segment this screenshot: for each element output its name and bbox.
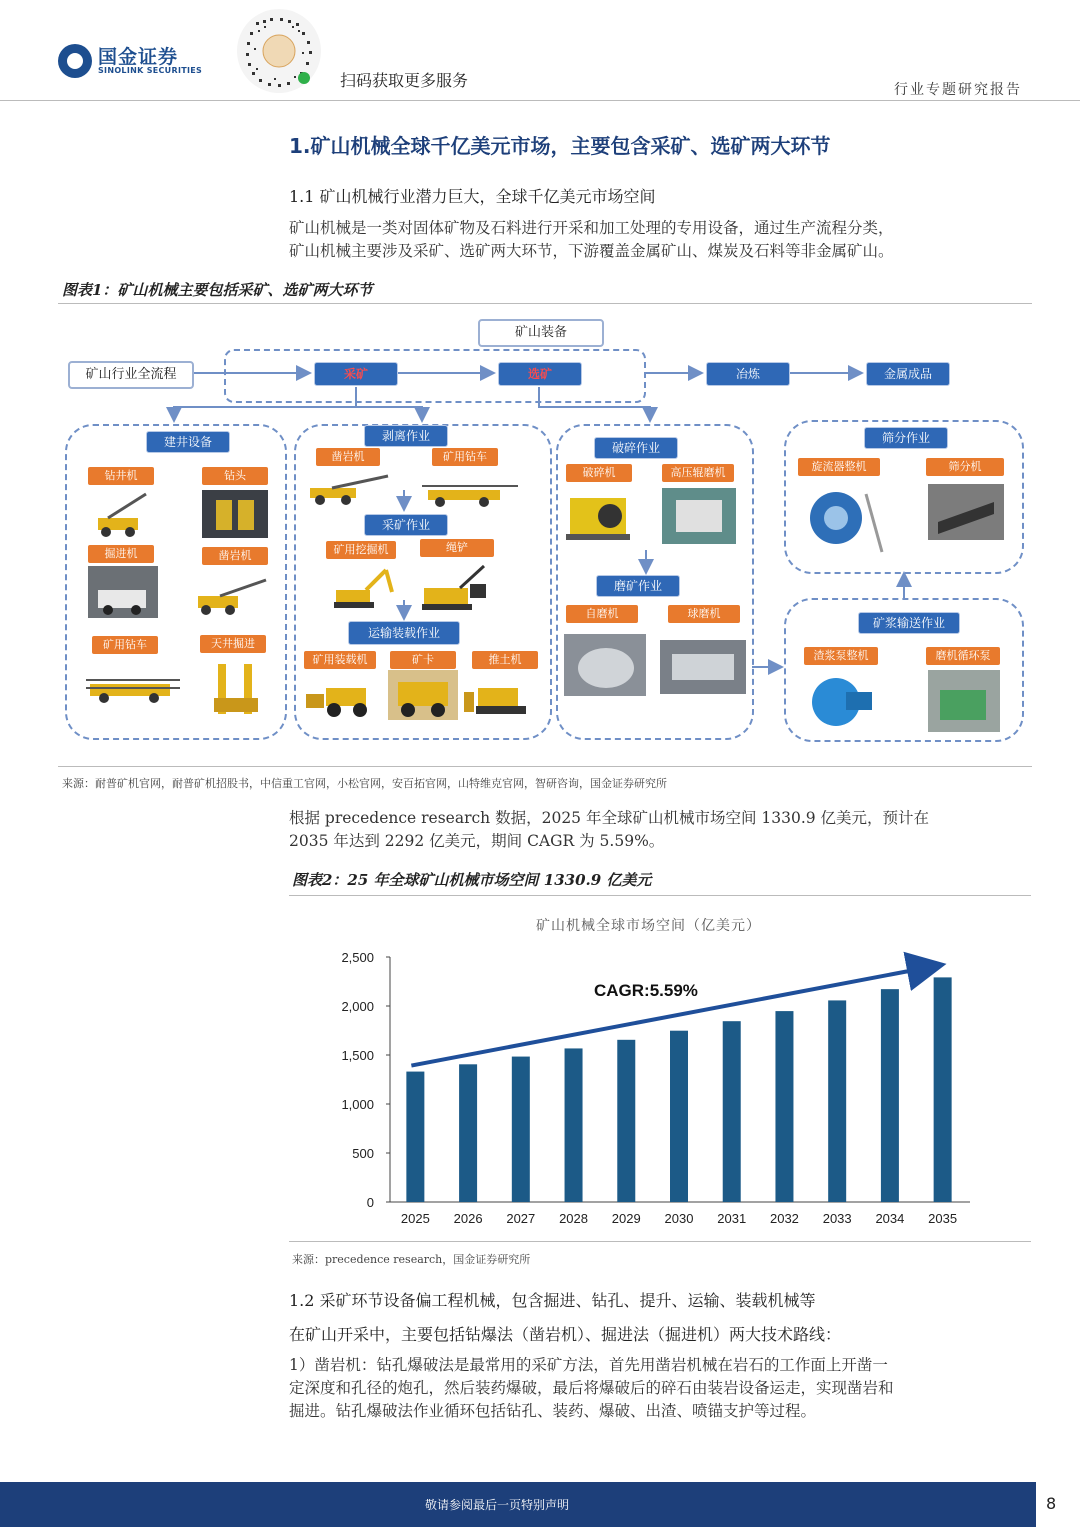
- item-label-mill-circulation-pump: 磨机循环泵: [926, 647, 1000, 665]
- bar-chart: [300, 940, 1020, 1240]
- chart-bar: [617, 1040, 635, 1202]
- y-tick-label: 1,000: [341, 1097, 374, 1112]
- chart-bar: [934, 977, 952, 1202]
- flow-step-mining: 采矿: [314, 362, 398, 386]
- y-tick-label: 1,500: [341, 1048, 374, 1063]
- y-tick-label: 2,500: [341, 950, 374, 965]
- chart-bar: [775, 1011, 793, 1202]
- figure-title: 图表1：矿山机械主要包括采矿、选矿两大环节: [62, 281, 373, 299]
- chart-title: 矿山机械全球市场空间（亿美元）: [536, 918, 761, 934]
- mining-equipment-label: 矿山装备: [478, 319, 604, 347]
- rock-drill-image: [190, 574, 270, 618]
- item-label-mining-excavator: 矿用挖掘机: [326, 541, 396, 559]
- y-tick-label: 2,000: [341, 999, 374, 1014]
- mining-loader-image: [304, 676, 378, 718]
- company-name-cn: 国金证券: [98, 46, 179, 68]
- x-tick-label: 2027: [506, 1211, 536, 1226]
- ball-mill-image: [660, 640, 746, 694]
- chart-bar: [670, 1031, 688, 1202]
- figure-title: 图表2：25 年全球矿山机械市场空间 1330.9 亿美元: [292, 871, 652, 889]
- footer-notice[interactable]: 敬请参阅最后一页特别声明: [425, 1498, 570, 1512]
- group-label-stripping: 剥离作业: [364, 425, 448, 447]
- group-label-slurry-transport: 矿浆输送作业: [858, 612, 960, 634]
- lead-sentence: 在矿山开采中，主要包括钻爆法（凿岩机）、掘进法（掘进机）两大技术路线：: [289, 1325, 842, 1344]
- item-label-crusher: 破碎机: [566, 464, 632, 482]
- cagr-annotation: CAGR:5.59%: [594, 981, 698, 1000]
- rock-drill-paragraph: [289, 1354, 1035, 1423]
- flow-step-processing: 选矿: [498, 362, 582, 386]
- flow-step-industry: 矿山行业全流程: [68, 361, 194, 389]
- figure-divider: [58, 766, 1032, 767]
- group-label-crushing: 破碎作业: [594, 437, 678, 459]
- figure1-source: 来源：耐普矿机官网，耐普矿机招股书，中信重工官网，小松官网，安百拓官网，山特维克官网，智研咨询，国金证券研究所: [62, 777, 667, 790]
- report-type-label: 行业专题研究报告: [894, 82, 1022, 98]
- group-label-grinding: 磨矿作业: [596, 575, 680, 597]
- paragraph-line: 矿山机械主要涉及采矿、选矿两大环节，下游覆盖金属矿山、煤炭及石料等非金属矿山。: [289, 242, 894, 260]
- sub-heading: 1.2 采矿环节设备偏工程机械，包含掘进、钻孔、提升、运输、装载机械等: [289, 1291, 816, 1310]
- item-label-slurry-pump: 渣浆泵整机: [804, 647, 878, 665]
- x-tick-label: 2035: [928, 1211, 958, 1226]
- paragraph-line: 定深度和孔径的炮孔，然后装药爆破，最后将爆破后的碎石由装岩设备运走，实现凿岩和: [289, 1379, 894, 1397]
- chart-bar: [828, 1000, 846, 1202]
- qr-code-icon[interactable]: [236, 8, 322, 94]
- hydrocyclone-image: [796, 484, 888, 556]
- y-tick-label: 0: [366, 1195, 374, 1210]
- paragraph-line: 根据 precedence research 数据，2025 年全球矿山机械市场空间 1330.9 亿美元，预计在: [289, 809, 930, 827]
- item-label-hydrocyclone: 旋流器整机: [798, 458, 880, 476]
- paragraph-line: 2035 年达到 2292 亿美元，期间 CAGR 为 5.59%。: [289, 832, 665, 850]
- figure-divider: [289, 895, 1031, 896]
- chart-bar: [406, 1072, 424, 1202]
- paragraph-line: 掘进。钻孔爆破法作业循环包括钻孔、装药、爆破、出渣、喷锚支护等过程。: [289, 1402, 817, 1420]
- x-tick-label: 2032: [769, 1211, 799, 1226]
- intro-paragraph: [289, 217, 1035, 263]
- item-label-mining-loader: 矿用装载机: [304, 651, 376, 669]
- company-logo-icon: [58, 44, 92, 78]
- figure-divider: [58, 303, 1032, 304]
- sub-heading: 1.1 矿山机械行业潜力巨大，全球千亿美元市场空间: [289, 187, 656, 206]
- item-label-drill-bit: 钻头: [202, 467, 268, 485]
- chart-bar: [881, 989, 899, 1202]
- chart-bar: [723, 1021, 741, 1202]
- x-tick-label: 2034: [875, 1211, 905, 1226]
- section-heading: 1.矿山机械全球千亿美元市场，主要包含采矿、选矿两大环节: [289, 134, 831, 158]
- x-tick-label: 2025: [400, 1211, 430, 1226]
- tunneling-machine-image: [88, 566, 158, 618]
- figure-divider: [289, 1241, 1031, 1242]
- crusher-image: [562, 488, 634, 544]
- item-label-raise-boring: 天井掘进: [200, 635, 266, 653]
- slurry-pump-image: [806, 672, 876, 730]
- paragraph-line: 矿山机械是一类对固体矿物及石料进行开采和加工处理的专用设备，通过生产流程分类，: [289, 219, 894, 237]
- header-divider: [0, 100, 1080, 101]
- x-tick-label: 2028: [559, 1211, 589, 1226]
- rock-drill-image: [302, 472, 392, 506]
- mining-truck-image: [388, 670, 458, 720]
- x-tick-label: 2029: [611, 1211, 641, 1226]
- item-label-rock-drill: 凿岩机: [202, 547, 268, 565]
- drill-jumbo-image: [84, 666, 182, 706]
- chart-bar: [512, 1057, 530, 1202]
- hpgr-image: [662, 488, 736, 544]
- item-label-ball-mill: 球磨机: [668, 605, 740, 623]
- item-label-hpgr: 高压辊磨机: [662, 464, 734, 482]
- bulldozer-image: [462, 678, 538, 718]
- x-tick-label: 2033: [822, 1211, 852, 1226]
- item-label-screen: 筛分机: [926, 458, 1004, 476]
- group-label-transport-loading: 运输装载作业: [348, 621, 460, 645]
- screen-image: [928, 484, 1004, 540]
- x-tick-label: 2030: [664, 1211, 694, 1226]
- drill-bit-image: [202, 490, 268, 538]
- company-name-en: SINOLINK SECURITIES: [98, 66, 203, 75]
- flow-step-metal-products: 金属成品: [866, 362, 950, 386]
- drill-jumbo-image: [420, 474, 520, 508]
- y-tick-label: 500: [352, 1146, 374, 1161]
- x-tick-label: 2031: [717, 1211, 747, 1226]
- drilling-rig-image: [88, 490, 160, 538]
- group-label-mining-ops: 采矿作业: [364, 514, 448, 536]
- item-label-rock-drill: 凿岩机: [316, 448, 380, 466]
- item-label-bulldozer: 推土机: [472, 651, 538, 669]
- market-size-paragraph: [289, 807, 1035, 853]
- mining-excavator-image: [330, 566, 396, 610]
- figure2-source: 来源：precedence research，国金证券研究所: [292, 1253, 531, 1266]
- raise-boring-image: [204, 658, 268, 720]
- item-label-drilling-rig: 钻井机: [88, 467, 154, 485]
- item-label-rope-shovel: 绳铲: [420, 539, 494, 557]
- item-label-ag-mill: 自磨机: [566, 605, 638, 623]
- item-label-mining-drill-jumbo: 矿用钻车: [92, 636, 158, 654]
- mining-equipment-bracket: [224, 349, 646, 403]
- page-number: 8: [1046, 1494, 1057, 1513]
- qr-caption: 扫码获取更多服务: [340, 71, 469, 90]
- ag-mill-image: [564, 634, 646, 696]
- item-label-mining-truck: 矿卡: [390, 651, 456, 669]
- chart-bar: [459, 1064, 477, 1202]
- chart-bar: [565, 1048, 583, 1202]
- flow-step-smelting: 冶炼: [706, 362, 790, 386]
- group-label-shaft-building: 建井设备: [146, 431, 230, 453]
- item-label-mining-drill-jumbo: 矿用钻车: [432, 448, 498, 466]
- item-label-tunneling-machine: 掘进机: [88, 545, 154, 563]
- mill-circulation-pump-image: [928, 670, 1000, 732]
- x-tick-label: 2026: [453, 1211, 483, 1226]
- paragraph-line: 1）凿岩机：钻孔爆破法是最常用的采矿方法，首先用凿岩机械在岩石的工作面上开凿一: [289, 1356, 888, 1374]
- rope-shovel-image: [420, 564, 490, 612]
- group-label-screening: 筛分作业: [864, 427, 948, 449]
